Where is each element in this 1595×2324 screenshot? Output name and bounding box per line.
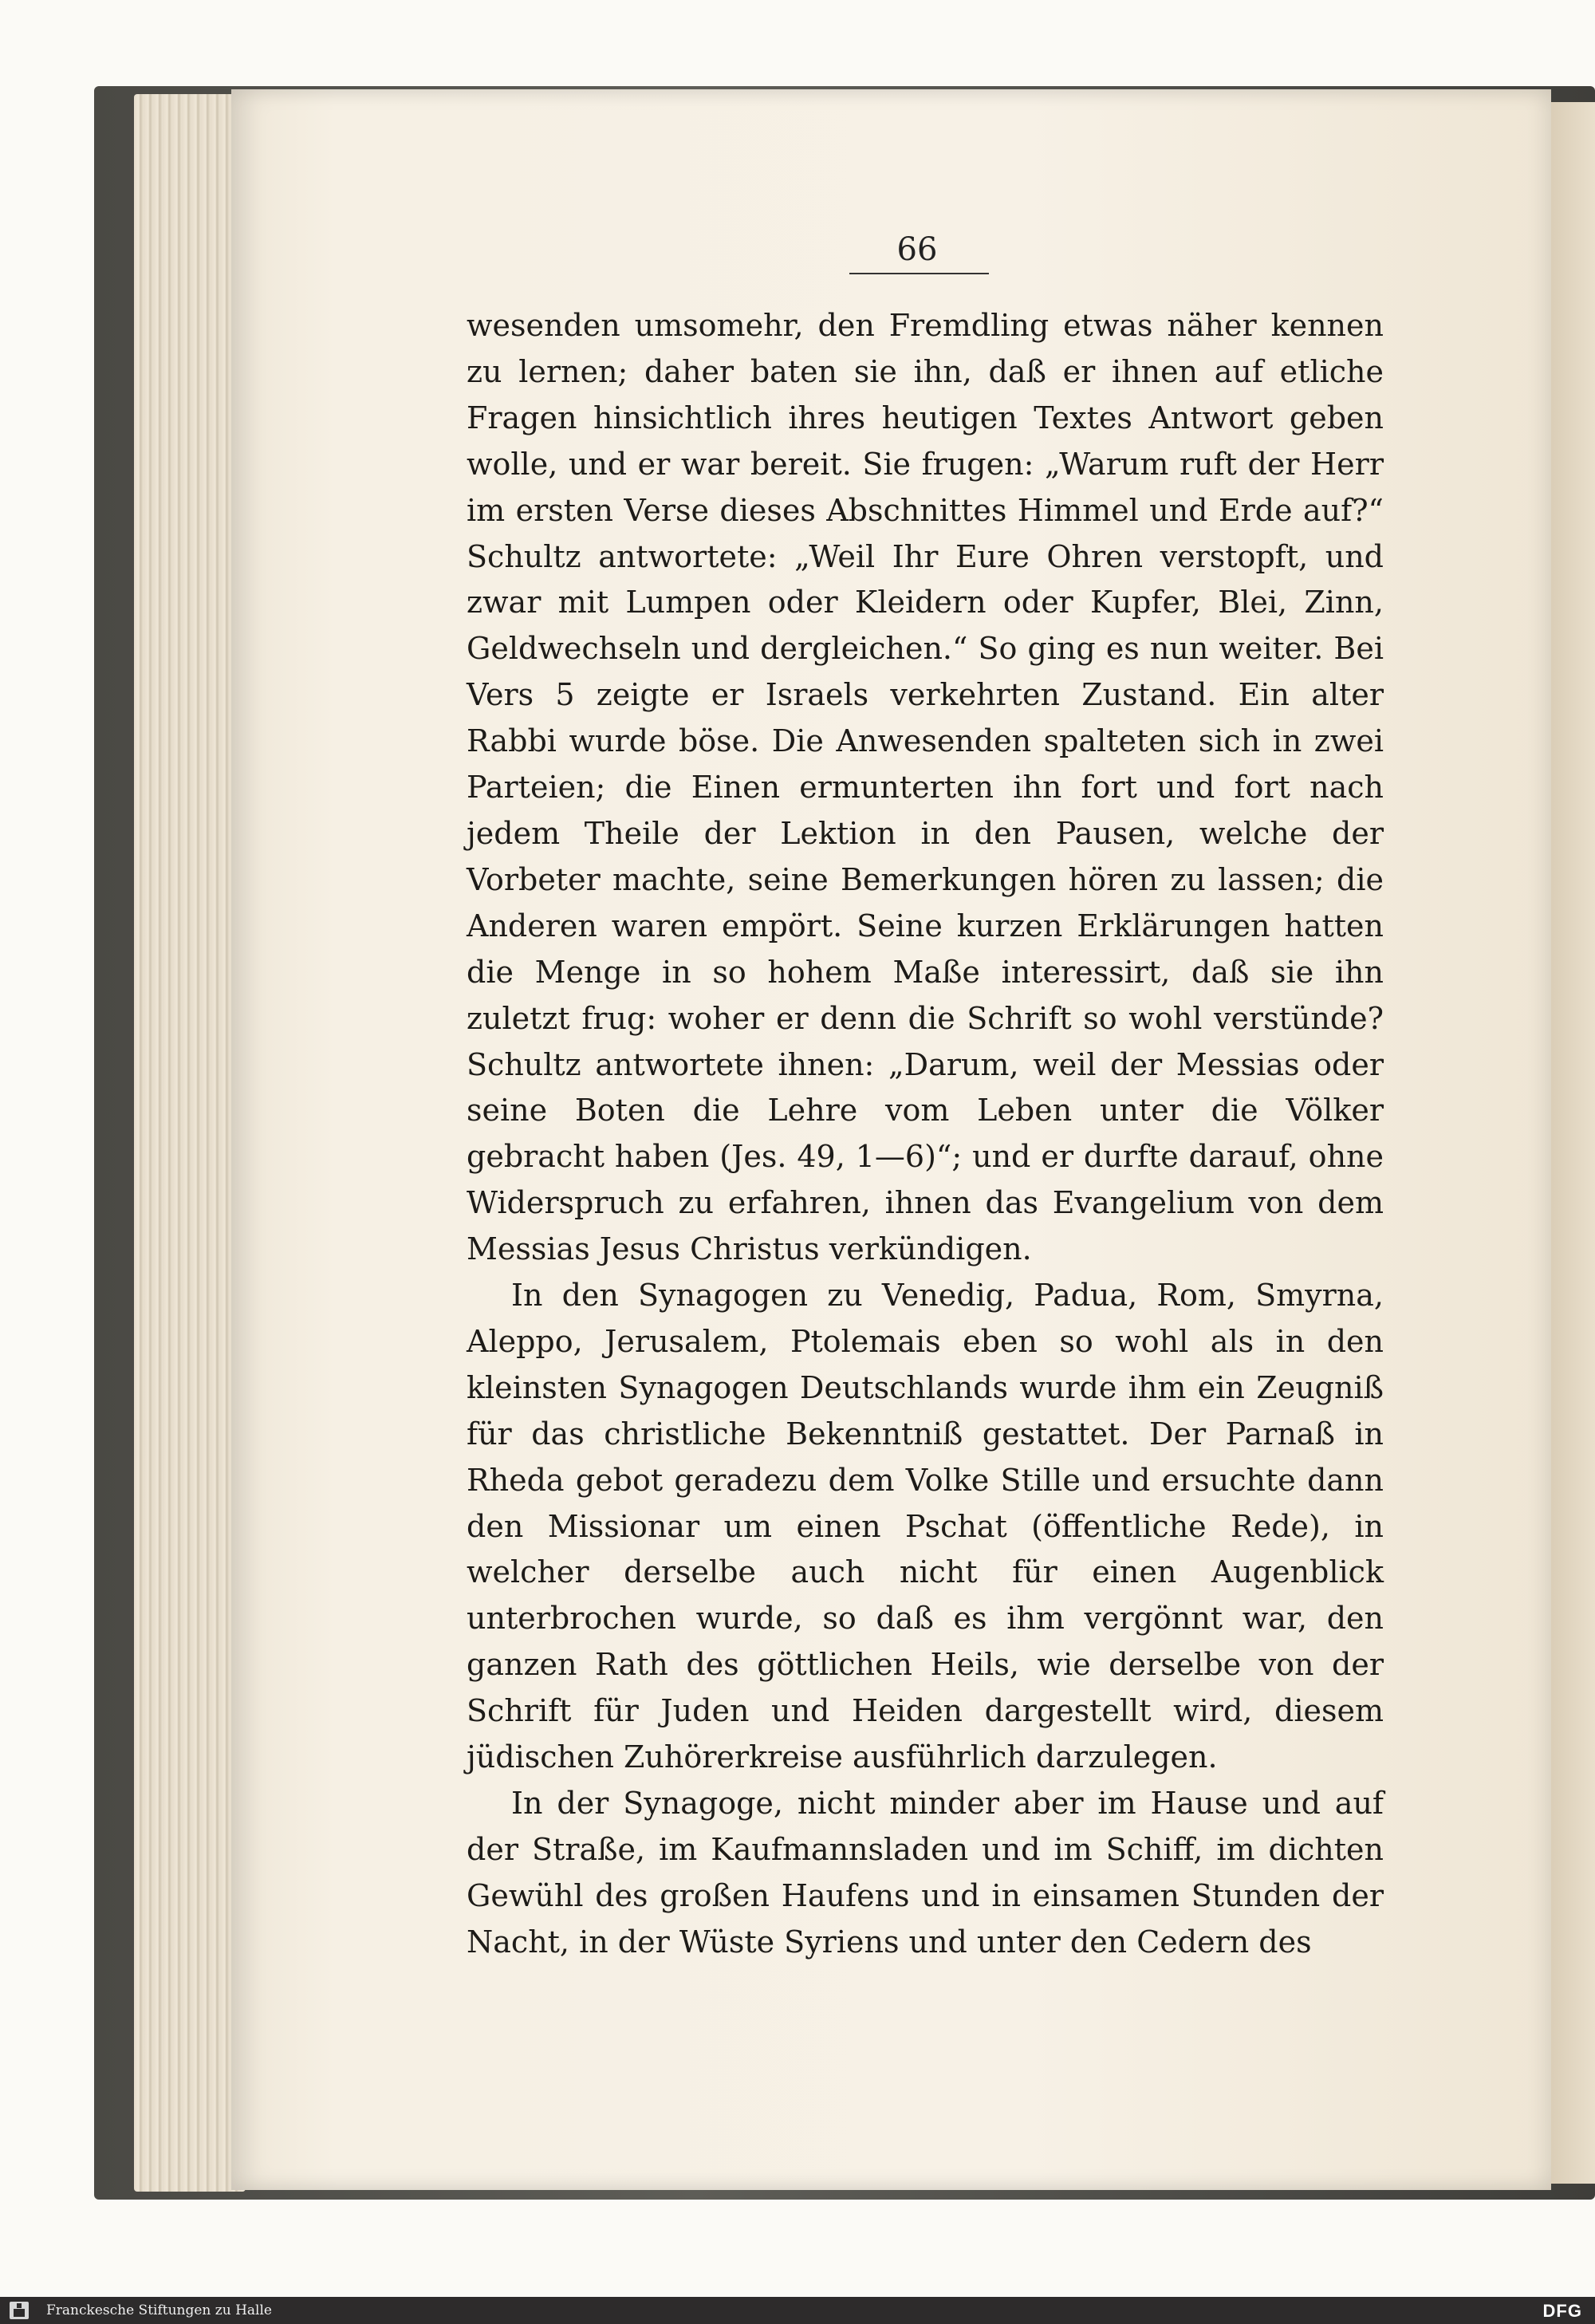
page-number: 66 — [896, 231, 938, 268]
paragraph-3: In der Synagoge, nicht minder aber im Hause und auf der Straße, im Kaufmannsladen und im Schiff, im dichten Gewühl des großen Haufens und in einsamen Stunden der Nacht, in der Wüste Syriens und unter den Cedern des — [467, 1786, 1384, 1960]
paragraph-2: In den Synagogen zu Venedig, Padua, Rom, Smyrna, Aleppo, Jerusalem, Ptolemais eben so wohl als in den kleinsten Synagogen Deutschlands wurde ihm ein Zeugniß für das christliche Bekenntniß gestattet. Der Parnaß in Rheda gebot geradezu dem Volke Stille und ersuchte dann den Missionar um einen Pschat (öffentliche Rede), in welcher derselbe auch nicht für einen Augenblick unterbrochen wurde, so daß es ihm vergönnt war, den ganzen Rath des göttlichen Heils, wie derselbe von der Schrift für Juden und Heiden dargestellt wird, diesem jüdischen Zuhörerkreise ausführlich darzulegen. — [467, 1278, 1384, 1775]
paragraph-1: wesenden umsomehr, den Fremdling etwas näher kennen zu lernen; daher baten sie ihn, daß er ihnen auf etliche Fragen hinsichtlich ihres heutigen Textes Antwort geben wolle, und er war bereit. Sie frugen: „Warum ruft der Herr im ersten Verse dieses Abschnittes Himmel und Erde auf?“ Schultz antwortete: „Weil Ihr Eure Ohren verstopft, und zwar mit Lumpen oder Kleidern oder Kupfer, Blei, Zinn, Geldwechseln und dergleichen.“ So ging es nun weiter. Bei Vers 5 zeigte er Israels verkehrten Zustand. Ein alter Rabbi wurde böse. Die Anwesenden spalteten sich in zwei Parteien; die Einen ermunterten ihn fort und fort nach jedem Theile der Lektion in den Pausen, welche der Vorbeter machte, seine Bemerkungen hören zu lassen; die Anderen waren empört. Seine kurzen Erklärungen hatten die Menge in so hohem Maße interessirt, daß sie ihn zuletzt frug: woher er denn die Schrift so wohl verstünde? Schultz antwortete ihnen: „Darum, weil der Messias oder seine Boten die Lehre vom Leben unter die Völker gebracht haben (Jes. 49, 1—6)“; und er durfte darauf, ohne Widerspruch zu erfahren, ihnen das Evangelium von dem Messias Jesus Christus verkündigen. — [467, 308, 1384, 1267]
viewer-footer — [0, 2297, 1595, 2324]
page-edges — [134, 94, 246, 2192]
next-leaf-edge — [1547, 102, 1595, 2184]
foundation-logo-icon — [10, 2302, 29, 2319]
institution-name: Franckesche Stiftungen zu Halle — [46, 2302, 272, 2318]
header-rule — [849, 273, 989, 274]
body-text — [467, 303, 1384, 1966]
dfg-logo: DFG — [1542, 2301, 1582, 2321]
